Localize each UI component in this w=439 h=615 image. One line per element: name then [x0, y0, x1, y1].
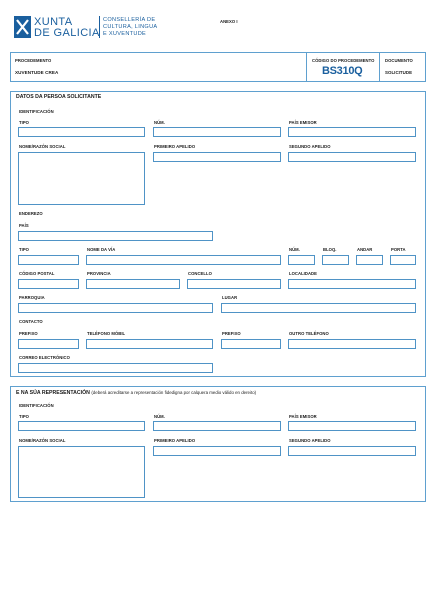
prefixo-label-2: PREFIXO	[222, 331, 241, 336]
nome-field[interactable]	[18, 152, 145, 205]
xunta-logo-icon	[14, 16, 31, 38]
rep-pais-emisor-label: PAÍS EMISOR	[289, 414, 317, 419]
telefono-mobil-field[interactable]	[86, 339, 213, 349]
representative-section-title	[16, 390, 256, 396]
num-label: NÚM.	[154, 120, 165, 125]
header-divider	[99, 16, 100, 38]
nome-label: NOME/RAZÓN SOCIAL	[19, 144, 66, 149]
segundo-apelido-field[interactable]	[288, 152, 416, 162]
andar-field[interactable]	[356, 255, 383, 265]
porta-label: PORTA	[391, 247, 406, 252]
correo-field[interactable]	[18, 363, 213, 373]
pais-field[interactable]	[18, 231, 213, 241]
department-line1: CONSELLERÍA DE	[103, 17, 156, 23]
rep-pais-emisor-field[interactable]	[288, 421, 416, 431]
prefixo-label-1: PREFIXO	[19, 331, 38, 336]
representative-note: (deberá acreditarse a representación fidedigna por calquera medio válido en dereito)	[91, 390, 257, 395]
localidade-field[interactable]	[288, 279, 416, 289]
nome-via-field[interactable]	[86, 255, 281, 265]
primeiro-apelido-field[interactable]	[153, 152, 281, 162]
rep-tipo-label: TIPO	[19, 414, 29, 419]
procedure-divider-1	[306, 52, 307, 82]
enderezo-label: ENDEREZO	[19, 211, 43, 216]
prefixo-field-2[interactable]	[221, 339, 281, 349]
department-line3: E XUVENTUDE	[103, 31, 147, 37]
num-via-field[interactable]	[288, 255, 315, 265]
num-field[interactable]	[153, 127, 281, 137]
representative-title: E NA SÚA REPRESENTACIÓN	[16, 390, 90, 396]
tipo-via-field[interactable]	[18, 255, 79, 265]
codigo-postal-label: CÓDIGO POSTAL	[19, 271, 55, 276]
provincia-field[interactable]	[86, 279, 180, 289]
procedure-code-value: BS310Q	[322, 65, 363, 77]
document-label: DOCUMENTO	[385, 58, 413, 63]
rep-tipo-field[interactable]	[18, 421, 145, 431]
rep-nome-field[interactable]	[18, 446, 145, 498]
rep-primeiro-apelido-label: PRIMEIRO APELIDO	[154, 438, 196, 443]
procedure-label: PROCEDEMENTO	[15, 58, 52, 63]
procedure-code-label: CÓDIGO DO PROCEDEMENTO	[312, 58, 375, 63]
rep-nome-label: NOME/RAZÓN SOCIAL	[19, 438, 66, 443]
rep-segundo-apelido-label: SEGUNDO APELIDO	[289, 438, 331, 443]
annex-label: ANEXO I	[220, 19, 238, 24]
outro-telefono-field[interactable]	[288, 339, 416, 349]
procedure-frame	[10, 52, 426, 82]
telefono-mobil-label: TELÉFONO MÓBIL	[87, 331, 126, 336]
localidade-label: LOCALIDADE	[289, 271, 317, 276]
andar-label: ANDAR	[357, 247, 373, 252]
segundo-apelido-label: SEGUNDO APELIDO	[289, 144, 331, 149]
codigo-postal-field[interactable]	[18, 279, 79, 289]
prefixo-field-1[interactable]	[18, 339, 79, 349]
document-value: SOLICITUDE	[385, 70, 413, 75]
bloq-field[interactable]	[322, 255, 349, 265]
pais-emisor-label: PAÍS EMISOR	[289, 120, 317, 125]
bloq-label: BLOQ.	[323, 247, 337, 252]
identification-label: IDENTIFICACIÓN	[19, 109, 54, 114]
rep-num-field[interactable]	[153, 421, 281, 431]
logo-line1: XUNTA	[34, 16, 73, 28]
rep-num-label: NÚM.	[154, 414, 165, 419]
provincia-label: PROVINCIA	[87, 271, 111, 276]
tipo-field[interactable]	[18, 127, 145, 137]
applicant-section-title: DATOS DA PERSOA SOLICITANTE	[16, 94, 102, 100]
rep-segundo-apelido-field[interactable]	[288, 446, 416, 456]
concello-field[interactable]	[187, 279, 281, 289]
procedure-value: XUVENTUDE CREA	[15, 70, 59, 75]
procedure-divider-2	[379, 52, 380, 82]
lugar-field[interactable]	[221, 303, 416, 313]
parroquia-label: PARROQUIA	[19, 295, 45, 300]
tipo-label: TIPO	[19, 120, 29, 125]
concello-label: CONCELLO	[188, 271, 212, 276]
tipo-via-label: TIPO	[19, 247, 29, 252]
pais-label: PAÍS	[19, 223, 29, 228]
lugar-label: LUGAR	[222, 295, 238, 300]
contacto-label: CONTACTO	[19, 319, 43, 324]
num-via-label: NÚM.	[289, 247, 300, 252]
pais-emisor-field[interactable]	[288, 127, 416, 137]
porta-field[interactable]	[390, 255, 416, 265]
primeiro-apelido-label: PRIMEIRO APELIDO	[154, 144, 196, 149]
parroquia-field[interactable]	[18, 303, 213, 313]
outro-telefono-label: OUTRO TELÉFONO	[289, 331, 329, 336]
rep-identification-label: IDENTIFICACIÓN	[19, 403, 54, 408]
rep-primeiro-apelido-field[interactable]	[153, 446, 281, 456]
logo-line2: DE GALICIA	[34, 27, 100, 39]
correo-label: CORREO ELECTRÓNICO	[19, 355, 70, 360]
nome-via-label: NOME DA VÍA	[87, 247, 116, 252]
department-line2: CULTURA, LINGUA	[103, 24, 158, 30]
